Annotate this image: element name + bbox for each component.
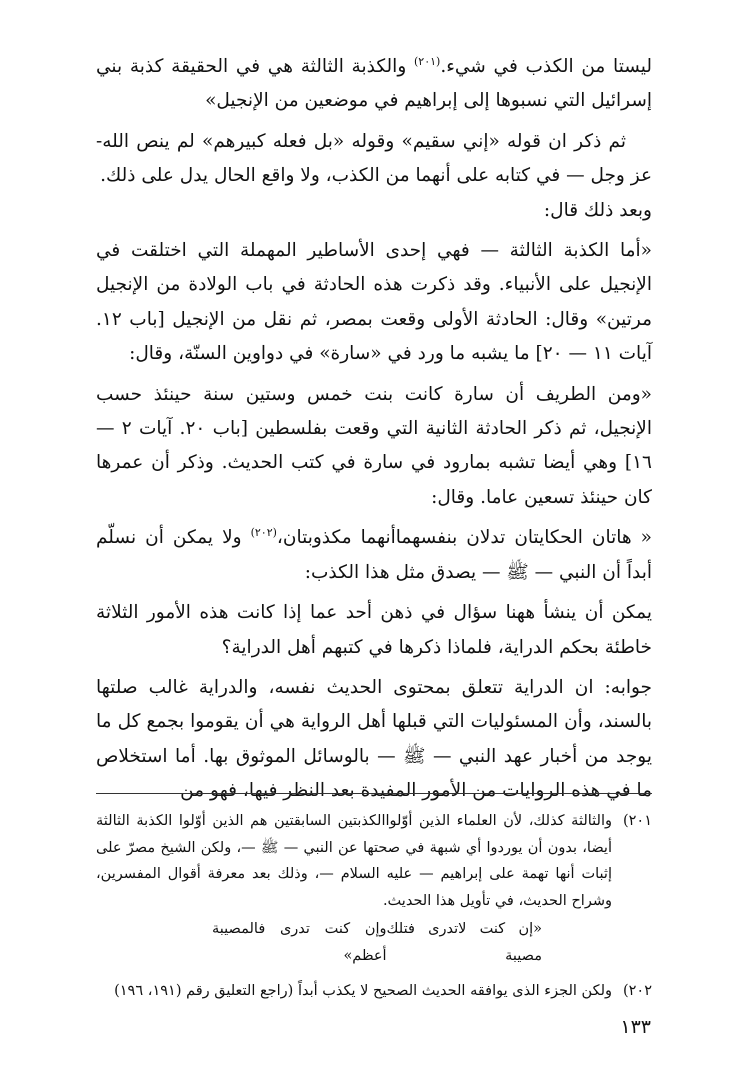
paragraph-4: «أما الكذبة الثالثة — فهي إحدى الأساطير المهملة التي اختلقت في الإنجيل على الأنبياء. وقد ذكرت هذه الحادثة في باب الولادة من الإنجيل مرتين» وقال: الحادثة الأولى وقعت بمصر، ثم نقل من الإنجيل [باب ١٢. آيات ١١ — ٢٠] ما يشبه ما ورد في «سارة» في دواوين السنّة، وقال: [96,240,652,365]
paragraph-6-text-a: « هاتان الحكايتان تدلان بنفسهماأنهما مكذوبتان، [276,527,652,549]
paragraph-6 [96,521,652,590]
footnote-202 [96,978,652,1005]
page-number: ١٣٣ [620,1016,651,1038]
footnote-ref-201: (٢٠١) [413,54,441,68]
footnote-verse [212,916,542,969]
paragraph-1-text-a: ليستا من الكذب في شيء. [440,56,652,77]
paragraph-1 [96,50,652,119]
paragraph-6-text-b: ولا يمكن أن نسلّم أبداً أن النبي — ﷺ — يصدق مثل هذا الكذب: [96,527,652,583]
footnote-201-body [96,808,612,970]
footnotes [96,808,652,1004]
footnote-202-text: ولكن الجزء الذى يوافقه الحديث الصحيح لا يكذب أبداً (راجع التعليق رقم (١٩١، ١٩٦) [114,982,612,999]
paragraph-1-text-b: والكذبة الثالثة هي في الحقيقة كذبة بني إسرائيل التي نسبوها إلى إبراهيم في موضعين من الإنجيل» [96,56,652,112]
footnote-201-number: ٢٠١) [622,813,652,829]
paragraph-7: يمكن أن ينشأ ههنا سؤال في ذهن أحد عما إذا كانت هذه الأمور الثلاثة خاطئة بحكم الدراية، فلماذا ذكرها في كتبهم أهل الدراية؟ [96,602,652,658]
paragraph-2: ثم ذكر ان قوله «إني سقيم» وقوله «بل فعله كبيرهم» لم ينص الله-عز وجل — في كتابه على أنهما من الكذب، ولا واقع الحال يدل على ذلك. [96,130,652,187]
footnote-201-text: والثالثة كذلك، لأن العلماء الذين أوّلواالكذبتين السابقتين هم الذين أوّلوا الكذبة الثالثة أيضا، بدون أن يوردوا أي شبهة في صحتها عن النبي — ﷺ —، ولكن الشيخ مصرّ على إثبات أنها تهمة على إبراهيم — عليه السلام —، وذلك بعد معرفة أقوال المفسرين، وشراح الحديث، في تأويل هذا الحديث. [96,813,612,909]
verse-first-hemistich: «إن كنت لاتدرى فتلك مصيبة [386,921,542,964]
footnote-ref-202: (٢٠٢) [250,526,277,540]
paragraph-8: جوابه: ان الدراية تتعلق بمحتوى الحديث نفسه، والدراية غالب صلتها بالسند، وأن المسئوليات التي قبلها أهل الرواية هي أن يقوموا بجمع كل ما يوجد من أخبار عهد النبي — ﷺ — بالوسائل الموثوق بها. أما استخلاص ما في هذه الروايات من الأمور المفيدة بعد النظر فيها، فهو من [96,676,652,802]
main-text [96,50,652,809]
footnote-201 [96,808,652,970]
footnote-202-number: ٢٠٢) [622,982,652,999]
paragraph-5: «ومن الطريف أن سارة كانت بنت خمس وستين سنة حينئذ حسب الإنجيل، ثم ذكر الحادثة الثانية التي وقعت بفلسطين [باب ٢٠. آيات ٢ — ١٦] وهي أيضا تشبه بمارود في سارة في كتب الحديث. وذكر أن عمرها كان حينئذ تسعين عاما. وقال: [96,383,652,508]
footnote-divider [96,793,652,794]
verse-second-hemistich: وإن كنت تدرى فالمصيبة أعظم» [212,921,387,964]
paragraph-3: وبعد ذلك قال: [543,199,652,221]
